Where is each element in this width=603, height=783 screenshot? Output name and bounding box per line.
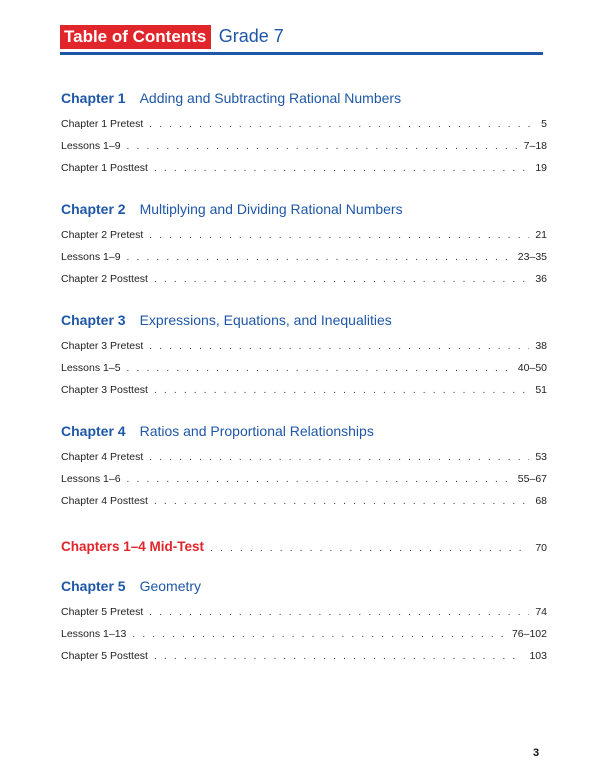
dot-leader — [127, 141, 518, 152]
mid-test-page: 70 — [535, 542, 547, 554]
entry-label: Chapter 3 Posttest — [61, 384, 148, 396]
toc-entry[interactable] — [61, 229, 547, 241]
page-header — [60, 25, 284, 49]
chapter-number: Chapter 1 — [61, 90, 126, 106]
toc-entry[interactable] — [61, 118, 547, 130]
entry-page: 40–50 — [517, 362, 547, 374]
entry-label: Chapter 3 Pretest — [61, 340, 144, 352]
dot-leader — [127, 363, 512, 374]
toc-title: Table of Contents — [60, 25, 211, 49]
toc-entry[interactable] — [61, 451, 547, 463]
toc-entry[interactable] — [61, 340, 547, 352]
dot-leader — [132, 629, 506, 640]
chapter-number: Chapter 5 — [61, 578, 126, 594]
chapter-4-heading — [61, 423, 374, 439]
dot-leader — [149, 452, 529, 463]
entry-label: Chapter 1 Pretest — [61, 118, 144, 130]
entry-label: Lessons 1–13 — [61, 628, 127, 640]
toc-entry[interactable] — [61, 273, 547, 285]
dot-leader — [149, 230, 529, 241]
chapter-3-heading — [61, 312, 392, 328]
toc-entry[interactable] — [61, 628, 547, 640]
toc-entry[interactable] — [61, 650, 547, 662]
chapter-number: Chapter 3 — [61, 312, 126, 328]
chapter-2-heading — [61, 201, 403, 217]
dot-leader — [149, 119, 535, 130]
entry-page: 103 — [529, 650, 547, 662]
header-rule — [60, 52, 543, 55]
entry-page: 76–102 — [511, 628, 547, 640]
chapter-name: Geometry — [139, 578, 202, 594]
chapter-number: Chapter 2 — [61, 201, 126, 217]
entry-page: 23–35 — [517, 251, 547, 263]
dot-leader — [154, 385, 529, 396]
entry-label: Lessons 1–6 — [61, 473, 121, 485]
chapter-5-heading — [61, 578, 201, 594]
mid-test-label: Chapters 1–4 Mid-Test — [61, 539, 205, 554]
chapter-name: Ratios and Proportional Relationships — [139, 423, 374, 439]
dot-leader — [149, 341, 529, 352]
entry-page: 5 — [541, 118, 547, 130]
mid-test-entry[interactable] — [61, 539, 547, 554]
entry-label: Chapter 4 Posttest — [61, 495, 148, 507]
entry-label: Chapter 4 Pretest — [61, 451, 144, 463]
entry-label: Chapter 2 Pretest — [61, 229, 144, 241]
entry-label: Lessons 1–9 — [61, 140, 121, 152]
dot-leader — [154, 651, 524, 662]
entry-label: Chapter 5 Pretest — [61, 606, 144, 618]
entry-page: 7–18 — [523, 140, 547, 152]
entry-label: Lessons 1–9 — [61, 251, 121, 263]
toc-entry[interactable] — [61, 473, 547, 485]
dot-leader — [210, 543, 529, 554]
entry-page: 21 — [535, 229, 547, 241]
dot-leader — [154, 496, 529, 507]
toc-entry[interactable] — [61, 495, 547, 507]
entry-page: 38 — [535, 340, 547, 352]
toc-entry[interactable] — [61, 251, 547, 263]
entry-page: 55–67 — [517, 473, 547, 485]
chapter-number: Chapter 4 — [61, 423, 126, 439]
toc-entry[interactable] — [61, 140, 547, 152]
toc-entry[interactable] — [61, 384, 547, 396]
entry-label: Lessons 1–5 — [61, 362, 121, 374]
entry-page: 68 — [535, 495, 547, 507]
entry-page: 19 — [535, 162, 547, 174]
dot-leader — [149, 607, 529, 618]
toc-entry[interactable] — [61, 162, 547, 174]
chapter-1-heading — [61, 90, 401, 106]
chapter-name: Adding and Subtracting Rational Numbers — [139, 90, 402, 106]
entry-page: 53 — [535, 451, 547, 463]
entry-label: Chapter 5 Posttest — [61, 650, 148, 662]
chapter-name: Expressions, Equations, and Inequalities — [139, 312, 392, 328]
dot-leader — [154, 274, 529, 285]
entry-label: Chapter 1 Posttest — [61, 162, 148, 174]
entry-page: 51 — [535, 384, 547, 396]
dot-leader — [127, 474, 512, 485]
toc-entry[interactable] — [61, 362, 547, 374]
chapter-name: Multiplying and Dividing Rational Numbers — [139, 201, 403, 217]
grade-label: Grade 7 — [218, 26, 284, 46]
entry-label: Chapter 2 Posttest — [61, 273, 148, 285]
page-number: 3 — [533, 747, 540, 759]
toc-entry[interactable] — [61, 606, 547, 618]
dot-leader — [127, 252, 512, 263]
entry-page: 36 — [535, 273, 547, 285]
entry-page: 74 — [535, 606, 547, 618]
dot-leader — [154, 163, 529, 174]
